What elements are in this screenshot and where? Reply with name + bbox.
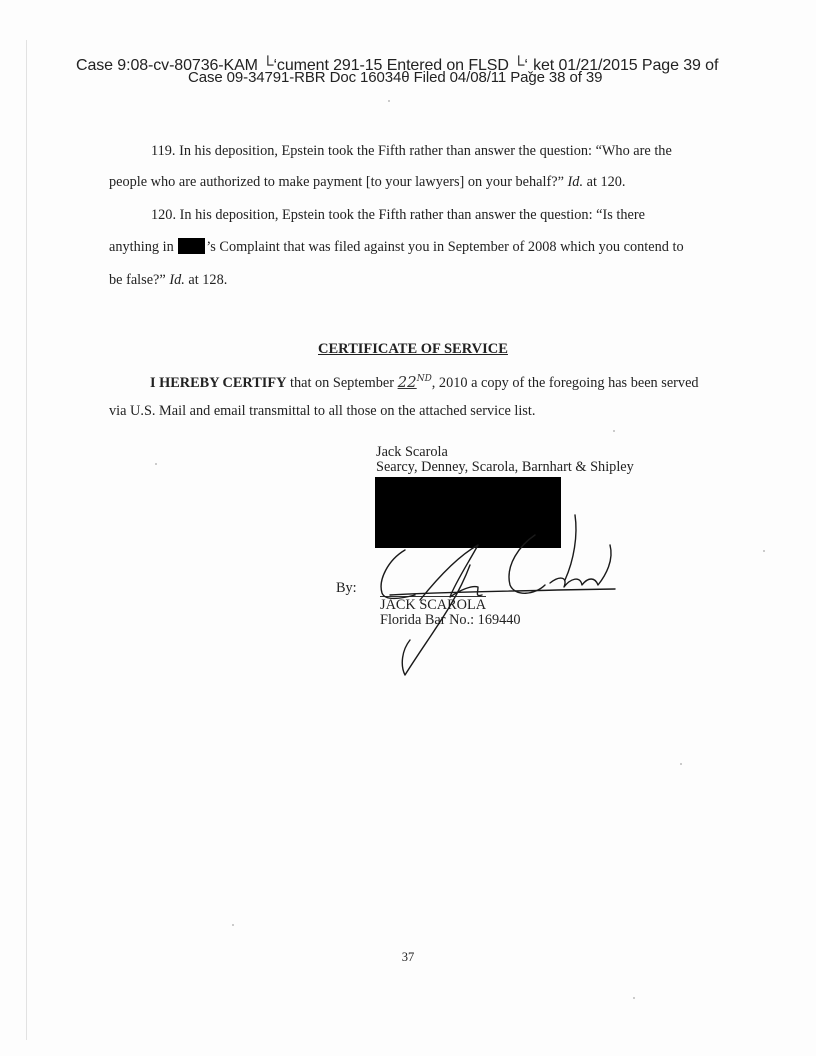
scan-speck	[613, 430, 615, 432]
certificate-line2: via U.S. Mail and email transmittal to all those on the attached service list.	[109, 403, 536, 419]
court-filing-header-line1: Case 9:08-cv-80736-KAM └‘cument 291-15 Entered on FLSD └‘ˬket 01/21/2015 Page 39 of	[76, 57, 719, 74]
paragraph-120-start: anything in	[109, 239, 174, 255]
attorney-name: Jack Scarola	[376, 444, 448, 460]
signature-stroke	[565, 515, 576, 580]
scan-speck	[763, 550, 765, 552]
citation-page: at 128.	[188, 272, 228, 288]
redaction-box-inline	[178, 238, 205, 254]
paragraph-120-end: ’s Complaint that was filed against you in September of 2008 which you contend to	[206, 239, 684, 255]
citation-id: Id.	[169, 272, 185, 288]
by-label: By:	[336, 580, 357, 596]
certificate-line1	[150, 373, 699, 392]
scan-speck	[232, 924, 234, 926]
scan-speck	[388, 100, 390, 102]
handwritten-date-suffix: ND	[416, 374, 432, 385]
certify-lead: I HEREBY CERTIFY	[150, 375, 287, 391]
paragraph-120-text: be false?”	[109, 272, 166, 288]
signature-stroke	[381, 550, 415, 599]
scan-edge-line	[26, 40, 27, 1040]
signature-stroke	[390, 589, 615, 595]
signed-name: JACK SCAROLA	[380, 597, 487, 613]
signature-stroke	[509, 535, 545, 593]
scan-speck	[680, 763, 682, 765]
citation-page: at 120.	[586, 174, 626, 190]
florida-bar-number: Florida Bar No.: 169440	[380, 612, 521, 628]
paragraph-119-line1: 119. In his deposition, Epstein took the Fifth rather than answer the question: “Who are the	[151, 143, 672, 159]
paragraph-120-line1: 120. In his deposition, Epstein took the Fifth rather than answer the question: “Is there	[151, 207, 645, 223]
paragraph-120-line3	[109, 272, 227, 289]
paragraph-119-text: people who are authorized to make payment [to your lawyers] on your behalf?”	[109, 174, 564, 190]
scan-speck	[633, 997, 635, 999]
page-number: 37	[401, 950, 415, 964]
paragraph-120-line2	[109, 238, 684, 256]
citation-id: Id.	[567, 174, 584, 190]
signature-stroke	[550, 545, 611, 587]
scan-speck	[155, 463, 157, 465]
certify-text-rest: , 2010 a copy of the foregoing has been served	[431, 375, 699, 391]
court-filing-header-line2: Case 09-34791-RBR Doc 16034θ Filed 04/08/11 Page 38 of 39	[188, 69, 603, 86]
certificate-title: CERTIFICATE OF SERVICE	[318, 341, 508, 357]
handwritten-date: 22	[397, 373, 417, 391]
handwritten-signature	[360, 505, 630, 685]
law-firm-name: Searcy, Denney, Scarola, Barnhart & Shipley	[376, 459, 634, 475]
paragraph-119-line2	[109, 174, 626, 191]
certify-text: that on September	[289, 375, 395, 391]
